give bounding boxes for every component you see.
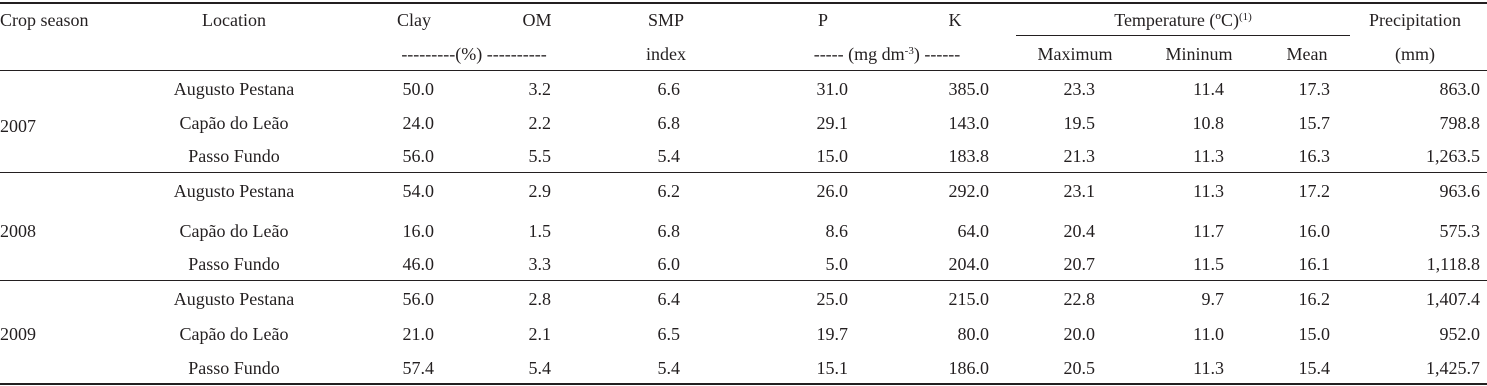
cell-p: 5.0: [825, 254, 848, 274]
cell-p: 31.0: [816, 79, 848, 99]
cell-p: 19.7: [816, 324, 848, 344]
cell-smp: 6.5: [657, 324, 680, 344]
header-location: Location: [202, 10, 266, 30]
cell-smp: 6.0: [657, 254, 680, 274]
cell-p: 15.1: [816, 358, 848, 378]
cell-location: Passo Fundo: [188, 254, 280, 274]
cell-om: 2.2: [528, 113, 551, 133]
cell-temp-max: 20.0: [1063, 324, 1095, 344]
cell-crop-season: 2007: [0, 116, 36, 136]
cell-om: 2.8: [528, 289, 551, 309]
cell-temp-mean: 15.0: [1298, 324, 1330, 344]
cell-temp-max: 21.3: [1063, 146, 1095, 166]
mg-unit-prefix: ----- (mg dm: [813, 44, 905, 64]
header-k: K: [948, 10, 962, 30]
cell-k: 64.0: [957, 221, 989, 241]
cell-k: 292.0: [948, 181, 989, 201]
header-clay: Clay: [397, 10, 431, 30]
header-crop-season: Crop season: [0, 10, 89, 30]
cell-precipitation: 1,263.5: [1426, 146, 1480, 166]
cell-temp-mean: 16.3: [1298, 146, 1330, 166]
header-bottom-rule: [0, 70, 1487, 71]
cell-clay: 21.0: [402, 324, 434, 344]
cell-temp-max: 19.5: [1063, 113, 1095, 133]
header-mean: Mean: [1286, 44, 1328, 64]
cell-location: Capão do Leão: [179, 324, 289, 344]
cell-temp-max: 23.1: [1063, 181, 1095, 201]
cell-location: Augusto Pestana: [173, 289, 295, 309]
cell-smp: 5.4: [657, 358, 680, 378]
cell-temp-min: 11.5: [1193, 254, 1224, 274]
cell-location: Augusto Pestana: [173, 181, 295, 201]
cell-k: 215.0: [948, 289, 989, 309]
cell-temp-max: 20.5: [1063, 358, 1095, 378]
cell-location: Capão do Leão: [179, 221, 289, 241]
cell-smp: 6.2: [657, 181, 680, 201]
cell-smp: 6.8: [657, 113, 680, 133]
header-smp: SMP: [647, 10, 685, 30]
cell-precipitation: 1,407.4: [1426, 289, 1480, 309]
cell-temp-mean: 16.2: [1298, 289, 1330, 309]
cell-temp-mean: 17.3: [1298, 79, 1330, 99]
cell-k: 186.0: [948, 358, 989, 378]
cell-temp-mean: 15.4: [1298, 358, 1330, 378]
cell-k: 385.0: [948, 79, 989, 99]
cell-p: 8.6: [825, 221, 848, 241]
cell-om: 1.5: [528, 221, 551, 241]
cell-temp-min: 11.4: [1193, 79, 1224, 99]
header-precipitation: Precipitation: [1369, 10, 1461, 30]
cell-om: 3.2: [528, 79, 551, 99]
table-top-rule: [0, 2, 1487, 4]
header-maximum: Maximum: [1037, 44, 1113, 64]
cell-temp-mean: 16.0: [1298, 221, 1330, 241]
cell-temp-max: 22.8: [1063, 289, 1095, 309]
cell-k: 183.8: [948, 146, 989, 166]
cell-precipitation: 963.6: [1439, 181, 1480, 201]
cell-k: 204.0: [948, 254, 989, 274]
cell-smp: 6.6: [657, 79, 680, 99]
cell-smp: 6.8: [657, 221, 680, 241]
cell-precipitation: 952.0: [1439, 324, 1480, 344]
cell-p: 25.0: [816, 289, 848, 309]
header-temperature-label: Temperature (ºC): [1114, 10, 1239, 30]
cell-clay: 56.0: [402, 289, 434, 309]
group-divider-rule: [0, 172, 1487, 173]
cell-location: Passo Fundo: [188, 358, 280, 378]
cell-temp-min: 11.3: [1193, 146, 1224, 166]
mg-unit-exponent: -3: [904, 45, 914, 57]
cell-temp-mean: 17.2: [1298, 181, 1330, 201]
cell-om: 2.1: [528, 324, 551, 344]
cell-clay: 50.0: [402, 79, 434, 99]
header-precip-unit: (mm): [1395, 44, 1435, 64]
cell-precipitation: 798.8: [1439, 113, 1480, 133]
cell-crop-season: 2008: [0, 221, 36, 241]
cell-om: 3.3: [528, 254, 551, 274]
cell-clay: 54.0: [402, 181, 434, 201]
cell-clay: 24.0: [402, 113, 434, 133]
cell-precipitation: 1,118.8: [1426, 254, 1480, 274]
cell-om: 5.4: [528, 358, 551, 378]
header-om: OM: [522, 10, 552, 30]
header-minimum: Mininum: [1165, 44, 1233, 64]
temperature-span-rule: [1016, 35, 1350, 36]
cell-om: 2.9: [528, 181, 551, 201]
cell-temp-mean: 15.7: [1298, 113, 1330, 133]
cell-location: Passo Fundo: [188, 146, 280, 166]
cell-temp-min: 11.3: [1193, 358, 1224, 378]
cell-clay: 16.0: [402, 221, 434, 241]
cell-temp-min: 9.7: [1201, 289, 1224, 309]
cell-temp-min: 11.3: [1193, 181, 1224, 201]
cell-temp-mean: 16.1: [1298, 254, 1330, 274]
cell-precipitation: 1,425.7: [1426, 358, 1480, 378]
cell-precipitation: 863.0: [1439, 79, 1480, 99]
group-divider-rule: [0, 280, 1487, 281]
cell-p: 29.1: [816, 113, 848, 133]
cell-temp-max: 23.3: [1063, 79, 1095, 99]
cell-p: 15.0: [816, 146, 848, 166]
cell-p: 26.0: [816, 181, 848, 201]
cell-temp-min: 10.8: [1192, 113, 1224, 133]
mg-unit-suffix: ) ------: [913, 44, 961, 64]
table-bottom-rule: [0, 383, 1487, 385]
cell-location: Augusto Pestana: [173, 79, 295, 99]
cell-temp-max: 20.7: [1063, 254, 1095, 274]
cell-crop-season: 2009: [0, 324, 36, 344]
cell-temp-min: 11.0: [1193, 324, 1224, 344]
cell-clay: 56.0: [402, 146, 434, 166]
cell-temp-min: 11.7: [1193, 221, 1224, 241]
cell-om: 5.5: [528, 146, 551, 166]
cell-smp: 5.4: [657, 146, 680, 166]
cell-smp: 6.4: [657, 289, 680, 309]
header-p: P: [817, 10, 829, 30]
header-smp-index: index: [646, 44, 686, 64]
footnote-marker: (1): [1238, 11, 1252, 23]
cell-precipitation: 575.3: [1439, 221, 1480, 241]
cell-k: 143.0: [948, 113, 989, 133]
cell-clay: 57.4: [402, 358, 434, 378]
header-mg-unit: [814, 44, 961, 64]
cell-temp-max: 20.4: [1063, 221, 1095, 241]
cell-location: Capão do Leão: [179, 113, 289, 133]
cell-k: 80.0: [957, 324, 989, 344]
header-percent-unit: ---------(%) ----------: [401, 44, 547, 64]
cell-clay: 46.0: [402, 254, 434, 274]
header-temperature: [1114, 10, 1252, 30]
